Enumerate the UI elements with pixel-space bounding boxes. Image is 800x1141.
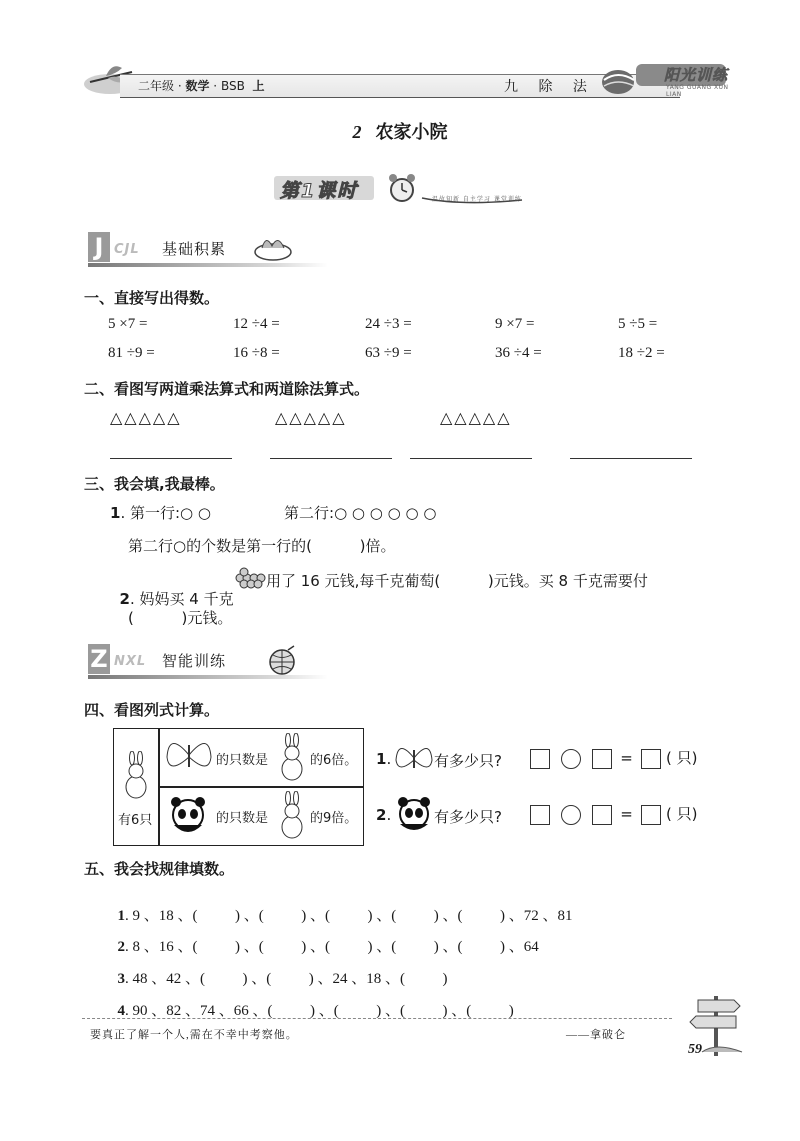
answer-box[interactable] [592, 805, 612, 825]
row1-label: . 第一行: [120, 504, 181, 522]
q3-item2-line2: ( )元钱。 [128, 609, 233, 627]
unit-label: ( 只) [666, 749, 698, 767]
answer-line[interactable] [570, 458, 692, 459]
panda-icon [394, 794, 434, 834]
rabbit-icon [120, 751, 152, 801]
q3-item1-question: 第二行○的个数是第一行的( )倍。 [128, 537, 396, 555]
operator-circle[interactable] [561, 805, 581, 825]
section-code: CJL [114, 242, 140, 257]
butterfly-icon [164, 735, 214, 777]
q3-item2-line1b: 用了 16 元钱,每千克葡萄( )元钱。买 8 千克需要付 [266, 572, 648, 590]
grade-label: 二年级 [138, 79, 175, 93]
footer-quote: 要真正了解一个人,需在不幸中考察他。 [90, 1029, 298, 1041]
equals-sign: = [620, 805, 633, 823]
q3-item1-row2 [284, 502, 436, 523]
grade-subject-label: 二年级 · 数学 · BSB 上 [138, 79, 265, 93]
q3-item1-row1 [110, 502, 211, 523]
q3-heading: 三、我会填,我最棒。 [84, 475, 225, 493]
answer-line[interactable] [110, 458, 232, 459]
rabbit-icon [276, 791, 308, 841]
row1-text: 的只数是 [216, 753, 269, 768]
page-header [80, 58, 730, 98]
unit-label: ( 只) [666, 805, 698, 823]
q1-heading: 一、直接写出得数。 [84, 289, 220, 307]
q5-heading: 五、我会找规律填数。 [84, 860, 235, 878]
calc-item: 63 ÷9 = [365, 345, 412, 361]
row2-multiple: 的9倍。 [310, 811, 358, 826]
section-underline [88, 675, 328, 679]
edition-label: BSB [220, 79, 245, 93]
q4-sub2-equation [530, 803, 698, 825]
calc-item: 5 ÷5 = [618, 316, 658, 332]
section-code: NXL [114, 654, 147, 669]
item-number: 4 [117, 1003, 125, 1019]
item-number: 2 [119, 590, 130, 608]
q4-sub1-number: 1. [376, 750, 392, 768]
item-number: 3 [117, 971, 125, 987]
triangle-group: △△△△△ [110, 408, 182, 427]
answer-line[interactable] [270, 458, 392, 459]
sequence-text: . 90 、82 、74 、66 、( ) 、( ) 、( ) 、( ) [125, 1003, 514, 1019]
volume-label: 上 [252, 79, 265, 93]
triangle-group: △△△△△ [440, 408, 512, 427]
alarm-clock-icon [386, 172, 418, 204]
rabbit-count: 有6只 [118, 813, 153, 828]
calc-item: 24 ÷3 = [365, 316, 412, 332]
brand-subtitle: YANG GUANG XUN LIAN [666, 84, 729, 98]
period-banner [272, 172, 532, 212]
panda-icon [166, 793, 210, 837]
footer-rule [82, 1018, 672, 1020]
answer-box[interactable] [641, 749, 661, 769]
table-divider [158, 786, 363, 788]
row2-text: 的只数是 [216, 811, 269, 826]
equals-sign: = [620, 749, 633, 767]
operator-circle[interactable] [561, 749, 581, 769]
item-number: 2 [117, 939, 125, 955]
period-label: 第1课时 [280, 180, 359, 202]
answer-box[interactable] [641, 805, 661, 825]
q3-item2-line1 [110, 570, 234, 609]
item2-text-a: . 妈妈买 4 千克 [129, 590, 234, 608]
footer-quote-author: ——拿破仑 [566, 1029, 626, 1041]
answer-box[interactable] [592, 749, 612, 769]
calc-item: 18 ÷2 = [618, 345, 665, 361]
leaf-decoration-icon [248, 232, 298, 264]
q4-sub1-equation [530, 747, 698, 769]
section-banner-smart [88, 644, 338, 678]
item-number: 2 [376, 806, 387, 824]
calc-item: 16 ÷8 = [233, 345, 280, 361]
item-number: 1 [110, 504, 121, 522]
row1-circles: ○ ○ [180, 504, 211, 522]
sequence-text: . 9 、18 、( ) 、( ) 、( ) 、( ) 、( ) 、72 、81 [125, 908, 573, 924]
lesson-name: 农家小院 [375, 122, 448, 143]
section-underline [88, 263, 328, 267]
period-subtitle: 温故知新 自主学习 课堂训练 [432, 196, 522, 203]
q2-heading: 二、看图写两道乘法算式和两道除法算式。 [84, 380, 370, 398]
q4-sub2-number: 2. [376, 806, 392, 824]
picture-table [113, 728, 364, 846]
section-letter: Z [88, 644, 110, 674]
answer-line[interactable] [410, 458, 532, 459]
sequence-item [110, 982, 514, 1020]
lesson-title [0, 118, 800, 144]
lesson-number: 2 [352, 122, 362, 142]
rabbit-icon [276, 733, 308, 783]
row2-label: 第二行: [284, 504, 335, 522]
sequence-text: . 8 、16 、( ) 、( ) 、( ) 、( ) 、( ) 、64 [125, 939, 539, 955]
q4-sub2-text: 有多少只? [434, 808, 502, 826]
calc-item: 81 ÷9 = [108, 345, 155, 361]
sequence-text: . 48 、42 、( ) 、( ) 、24 、18 、( ) [125, 971, 448, 987]
answer-box[interactable] [530, 805, 550, 825]
item-number: 1 [376, 750, 387, 768]
q4-sub1-text: 有多少只? [434, 752, 502, 770]
section-name: 智能训练 [162, 652, 227, 670]
brand-title: 阳光训练 [664, 66, 729, 84]
globe-icon [264, 644, 304, 676]
calc-item: 9 ×7 = [495, 316, 535, 332]
calc-item: 5 ×7 = [108, 316, 148, 332]
chapter-label: 九 除 法 [504, 79, 595, 95]
row2-circles: ○ ○ ○ ○ ○ ○ [334, 504, 437, 522]
butterfly-icon [394, 742, 434, 776]
triangle-group: △△△△△ [275, 408, 347, 427]
section-letter: J [88, 232, 110, 262]
subject-label: 数学 [185, 79, 210, 93]
section-name: 基础积累 [162, 240, 227, 258]
calc-item: 36 ÷4 = [495, 345, 542, 361]
item-number: 1 [117, 908, 125, 924]
grapes-icon [232, 566, 266, 590]
q4-heading: 四、看图列式计算。 [84, 701, 220, 719]
calc-item: 12 ÷4 = [233, 316, 280, 332]
page-number: 59 [688, 1042, 702, 1057]
section-banner-basic [88, 232, 338, 266]
answer-box[interactable] [530, 749, 550, 769]
row1-multiple: 的6倍。 [310, 753, 358, 768]
